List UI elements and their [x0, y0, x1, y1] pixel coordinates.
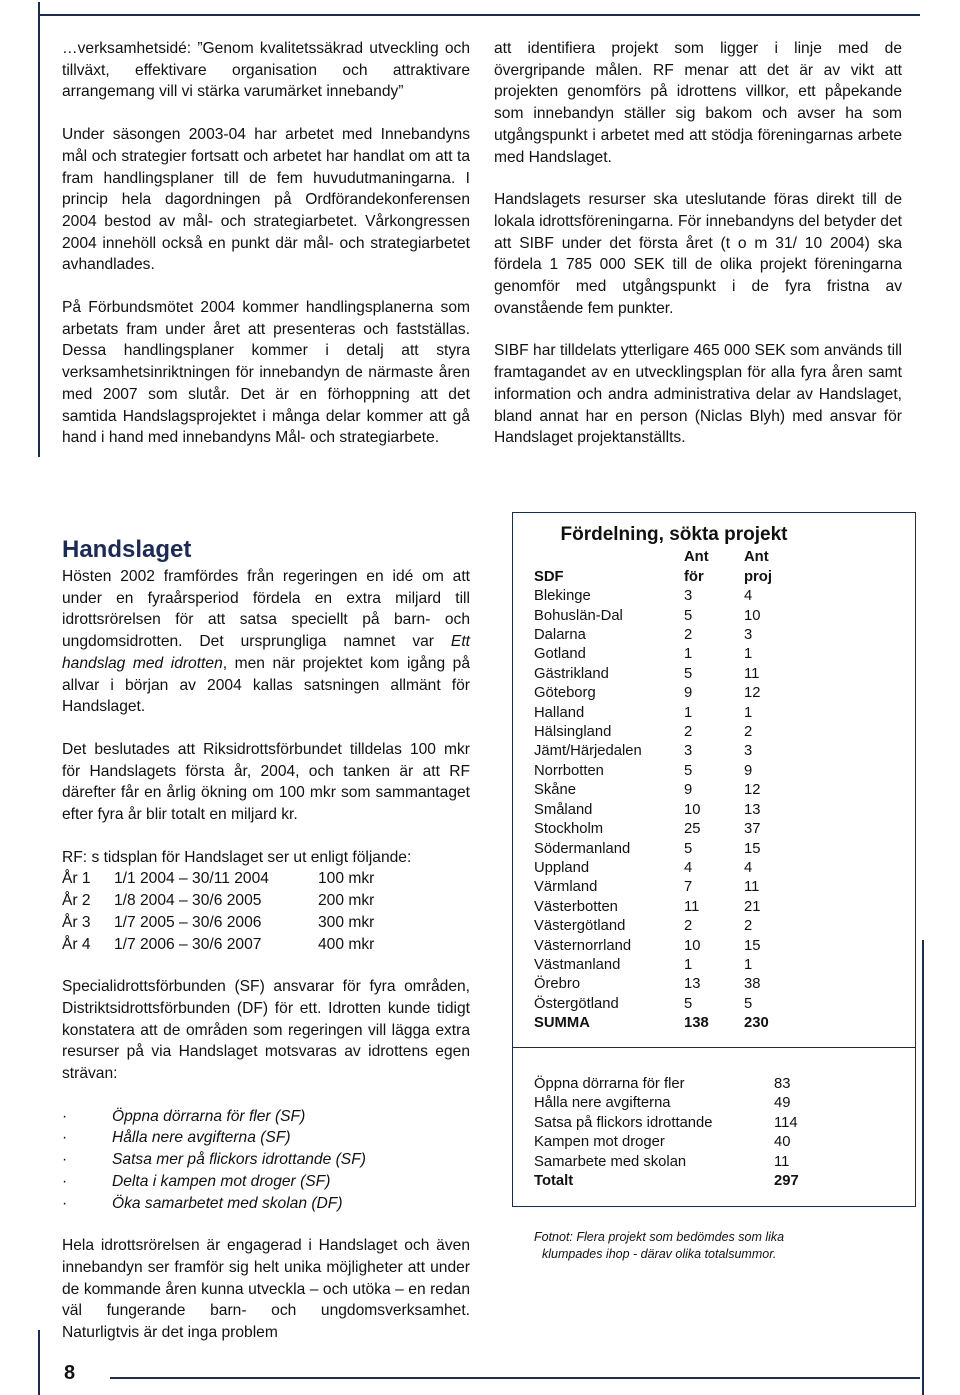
right-top-column	[494, 38, 902, 449]
list-item	[62, 1127, 470, 1149]
table-cell: 114	[774, 1114, 798, 1131]
schedule-amount: 200 mkr	[318, 892, 375, 910]
table-cell: 1	[744, 956, 753, 973]
areas-total-row	[534, 1172, 894, 1191]
table-row	[534, 898, 894, 917]
table-cell: Öppna dörrarna för fler	[534, 1076, 685, 1092]
table-cell: Jämt/Härjedalen	[534, 743, 642, 760]
bullet-mark: ·	[62, 1194, 68, 1212]
table-cell: 1	[744, 646, 753, 663]
header-cell	[534, 548, 684, 567]
list-item-text: Delta i kampen mot droger (SF)	[112, 1172, 331, 1190]
paragraph-handslaget-intro	[62, 566, 470, 718]
sum-label: SUMMA	[534, 1015, 590, 1032]
table-row	[534, 607, 894, 626]
table-cell: Göteborg	[534, 685, 596, 702]
table-cell: 15	[744, 937, 761, 954]
list-item	[62, 1193, 470, 1215]
table-cell: Västergötland	[534, 918, 626, 935]
table-row	[534, 762, 894, 781]
schedule-amount: 400 mkr	[318, 935, 375, 953]
table-cell: Västerbotten	[534, 898, 618, 915]
paragraph-season: Under säsongen 2003-04 har arbetet med Innebandyns mål och strategier fortsatt och arbetet har handlat om att ta fram handlingsplaner till de fem huvudutmaningarna. I princip hela dagordningen på Ordförandekonferensen 2004 bestod av mål- och strategiarbetet. Vårkongressen 2004 innehöll också en punkt där mål- och strategiarbetet avhandlades.	[62, 126, 470, 274]
intro-text-a: Hösten 2002 framfördes från regeringen en idé om att under en fyraårsperiod fördela en extra miljard till idrottsrörelsen för att satsa speciellt på barn- och ungdomsidrotten. Det ursprungliga namnet var	[62, 568, 470, 651]
areas-table	[534, 1075, 894, 1191]
table-cell: 1	[684, 704, 693, 721]
schedule-row	[62, 868, 470, 890]
paragraph-identify-projects: att identifiera projekt som ligger i linje med de övergripande målen. RF menar att det är av vikt att projekten genomförs på idrottens villkor, ett påpekande som innebandyn ställer sig bakom och avser ha som utgångspunkt i arbetet med att stödja föreningarnas arbete med Handslaget.	[494, 40, 902, 166]
paragraph-sibf-allocation: SIBF har tilldelats ytterligare 465 000 SEK som används till framtagandet av en utvecklingsplan för alla fyra åren samt information och andra administrativa delar av Handslaget, bland annat har en person (Niclas Blyh) med ansvar för Handslaget projektanställts.	[494, 342, 902, 447]
table-cell: Kampen mot droger	[534, 1134, 665, 1151]
table-cell: 10	[684, 801, 701, 818]
schedule-intro: RF: s tidsplan för Handslaget ser ut enligt följande:	[62, 848, 412, 866]
table-row	[534, 1153, 894, 1172]
list-item	[62, 1106, 470, 1128]
header-cell: Ant	[744, 549, 769, 566]
bullet-mark: ·	[62, 1151, 68, 1169]
table-row	[534, 645, 894, 664]
table-row	[534, 587, 894, 606]
table-cell: 25	[684, 821, 701, 838]
table-header-top	[534, 548, 894, 567]
bullet-mark: ·	[62, 1107, 68, 1125]
schedule-period: 1/7 2006 – 30/6 2007	[114, 935, 262, 953]
bottom-rule	[110, 1377, 920, 1379]
table-cell: Gästrikland	[534, 665, 609, 682]
list-item	[62, 1171, 470, 1193]
top-rule	[40, 14, 920, 16]
table-cell: Bohuslän-Dal	[534, 607, 623, 624]
handslaget-column	[62, 536, 470, 1344]
table-row	[534, 917, 894, 936]
bullet-mark: ·	[62, 1172, 68, 1190]
table-cell: 5	[684, 607, 693, 624]
table-cell: 13	[684, 976, 701, 993]
table-cell: Västmanland	[534, 956, 621, 973]
distribution-table	[534, 525, 894, 1034]
paragraph-resources: Handslagets resurser ska uteslutande föras direkt till de lokala idrottsföreningarna. För innebandyns del betyder det att SIBF under det första året (t o m 31/ 10 2004) ska fördela 1 785 000 SEK till de olika projekt föreningarna genomför med utgångspunkt i de fyra fristna av ovanstående fem punkter.	[494, 191, 902, 317]
schedule-period: 1/7 2005 – 30/6 2006	[114, 913, 262, 931]
schedule-row	[62, 890, 470, 912]
table-row	[534, 801, 894, 820]
paragraph-engagement: Hela idrottsrörelsen är engagerad i Handslaget och även innebandyn ser framför sig helt unika möjligheter att under de kommande åren kunna utveckla – och utöka – en redan väl fungerande barn- och ungdomsverksamhet. Naturligtvis är det inga problem	[62, 1237, 470, 1342]
table-row-sum	[534, 1014, 894, 1033]
table-row	[534, 995, 894, 1014]
table-cell: 83	[774, 1076, 791, 1092]
table-cell: 1	[684, 956, 693, 973]
list-item-text: Öka samarbetet med skolan (DF)	[112, 1194, 343, 1212]
table-cell: Gotland	[534, 646, 586, 663]
schedule	[62, 847, 470, 956]
table-cell: Södermanland	[534, 840, 631, 857]
table-cell: 7	[684, 879, 693, 896]
table-cell: Värmland	[534, 879, 598, 896]
table-cell: Västernorrland	[534, 937, 632, 954]
table-row	[534, 684, 894, 703]
bullet-mark: ·	[62, 1129, 68, 1147]
schedule-amount: 100 mkr	[318, 870, 375, 888]
schedule-year: År 2	[62, 892, 91, 910]
table-cell: 11	[684, 898, 700, 915]
sum-proj: 230	[744, 1015, 769, 1032]
schedule-row	[62, 912, 470, 934]
table-row	[534, 820, 894, 839]
table-cell: Blekinge	[534, 588, 591, 605]
table-cell: 1	[744, 704, 753, 721]
table-cell: 40	[774, 1134, 791, 1151]
table-cell: 21	[744, 898, 761, 915]
table-cell: 3	[744, 627, 753, 644]
table-cell: 5	[744, 995, 753, 1012]
table-cell: 1	[684, 646, 693, 663]
table-row	[534, 956, 894, 975]
total-label: Totalt	[534, 1173, 574, 1190]
table-cell: 12	[744, 782, 761, 799]
table-row	[534, 1133, 894, 1152]
schedule-row	[62, 934, 470, 956]
table-cell: 2	[684, 918, 693, 935]
table-cell: Dalarna	[534, 627, 586, 644]
table-cell: 11	[744, 879, 760, 896]
table-cell: 11	[774, 1153, 790, 1170]
table-cell: 4	[684, 859, 693, 876]
table-row	[534, 975, 894, 994]
schedule-period: 1/1 2004 – 30/11 2004	[114, 870, 269, 888]
left-top-column	[62, 38, 470, 449]
header-cell: Ant	[684, 549, 709, 566]
paragraph-vision: …verksamhetsidé: ”Genom kvalitetssäkrad utveckling och tillväxt, effektivare organisation och attraktivare arrangemang vill vi stärka varumärket innebandy”	[62, 40, 470, 101]
list-item	[62, 1149, 470, 1171]
table-row	[534, 626, 894, 645]
header-cell: för	[684, 568, 704, 585]
table-row	[534, 878, 894, 897]
list-item-text: Öppna dörrarna för fler (SF)	[112, 1107, 306, 1125]
distribution-title: Fördelning, sökta projekt	[560, 524, 788, 545]
list-item-text: Hålla nere avgifterna (SF)	[112, 1129, 291, 1147]
table-cell: Satsa på flickors idrottande	[534, 1114, 713, 1131]
table-cell: 4	[744, 859, 753, 876]
table-row	[534, 665, 894, 684]
table-cell: 5	[684, 665, 693, 682]
table-row	[534, 723, 894, 742]
table-cell: Uppland	[534, 859, 590, 876]
header-cell: proj	[744, 568, 772, 585]
schedule-year: År 4	[62, 935, 91, 953]
table-cell: 10	[684, 937, 701, 954]
total-value: 297	[774, 1173, 799, 1190]
footnote-line-2: klumpades ihop - därav olika totalsummor.	[542, 1247, 777, 1261]
table-cell: 3	[684, 743, 693, 760]
table-cell: 11	[744, 665, 760, 682]
table-row	[534, 781, 894, 800]
table-cell: Östergötland	[534, 995, 619, 1012]
table-cell: Norrbotten	[534, 762, 604, 779]
schedule-year: År 1	[62, 870, 91, 888]
table-cell: Hålla nere avgifterna	[534, 1095, 671, 1112]
table-row	[534, 840, 894, 859]
table-cell: 2	[684, 724, 693, 741]
table-cell: Småland	[534, 801, 593, 818]
table-row	[534, 1114, 894, 1133]
table-cell: Hälsingland	[534, 724, 612, 741]
paragraph-responsibility: Specialidrottsförbunden (SF) ansvarar för fyra områden, Distriktsidrottsförbunden (DF) för ett. Idrotten kunde tidigt konstatera att de områden som regeringen vill lägga extra resurser på via Handslaget motsvaras av idrottens egen strävan:	[62, 978, 470, 1083]
sum-for: 138	[684, 1015, 709, 1032]
table-row	[534, 859, 894, 878]
table-cell: 3	[684, 588, 693, 605]
footnote-line-1: Fotnot: Flera projekt som bedömdes som lika	[534, 1230, 785, 1244]
footnote	[534, 1229, 894, 1263]
table-row	[534, 1094, 894, 1113]
table-cell: 10	[744, 607, 761, 624]
table-cell: 37	[744, 821, 761, 838]
header-cell: SDF	[534, 568, 564, 585]
schedule-amount: 300 mkr	[318, 913, 375, 931]
table-cell: Samarbete med skolan	[534, 1153, 687, 1170]
bottom-left-vertical-rule	[38, 1330, 40, 1395]
table-header-bottom	[534, 568, 894, 587]
paragraph-federation-meeting: På Förbundsmötet 2004 kommer handlingsplanerna som arbetats fram under året att presenteras och fastställas. Dessa handlingsplaner kommer i detalj att styra verksamhetsinriktningen för innebandyn de närmaste åren med 2007 som slutår. Det är en förhoppning att det samtida Handslagsprojektet i många delar kommer att gå hand i hand med innebandyns Mål- och strategiarbete.	[62, 299, 470, 447]
focus-areas-list	[62, 1106, 470, 1215]
table-cell: 49	[774, 1095, 791, 1112]
table-cell: 2	[684, 627, 693, 644]
intro-text-b: , men när projektet kom igång på allvar i början av 2004 kallas satsningen allmänt för Handslaget.	[62, 654, 471, 716]
intro-text-em: Ett handslag med idrotten	[62, 633, 470, 672]
schedule-period: 1/8 2004 – 30/6 2005	[114, 892, 262, 910]
table-cell: 4	[744, 588, 753, 605]
table-cell: 5	[684, 840, 693, 857]
table-row	[534, 742, 894, 761]
table-cell: 15	[744, 840, 761, 857]
table-cell: 2	[744, 918, 753, 935]
table-row	[534, 704, 894, 723]
table-cell: 9	[744, 762, 753, 779]
table-cell: Skåne	[534, 782, 576, 799]
table-row	[534, 937, 894, 956]
table-cell: 2	[744, 724, 753, 741]
table-cell: 5	[684, 762, 693, 779]
page-number: 8	[64, 1362, 76, 1384]
table-cell: Örebro	[534, 976, 581, 993]
left-vertical-rule	[38, 2, 40, 457]
table-cell: 12	[744, 685, 761, 702]
table-row	[534, 1075, 894, 1094]
schedule-year: År 3	[62, 913, 91, 931]
handslaget-heading: Handslaget	[62, 536, 192, 563]
table-cell: 5	[684, 995, 693, 1012]
table-cell: Stockholm	[534, 821, 604, 838]
table-cell: 3	[744, 743, 753, 760]
bottom-right-vertical-rule	[922, 940, 924, 1395]
table-cell: Halland	[534, 704, 585, 721]
paragraph-rf-decision: Det beslutades att Riksidrottsförbundet tilldelas 100 mkr för Handslagets första år, 2004, och tanken är att RF därefter får en årlig ökning om 100 mkr som sammantaget efter fyra år blir totalt en miljard kr.	[62, 740, 470, 824]
list-item-text: Satsa mer på flickors idrottande (SF)	[112, 1151, 366, 1169]
table-cell: 9	[684, 782, 693, 799]
table-cell: 9	[684, 685, 693, 702]
table-cell: 38	[744, 976, 761, 993]
table-cell: 13	[744, 801, 761, 818]
